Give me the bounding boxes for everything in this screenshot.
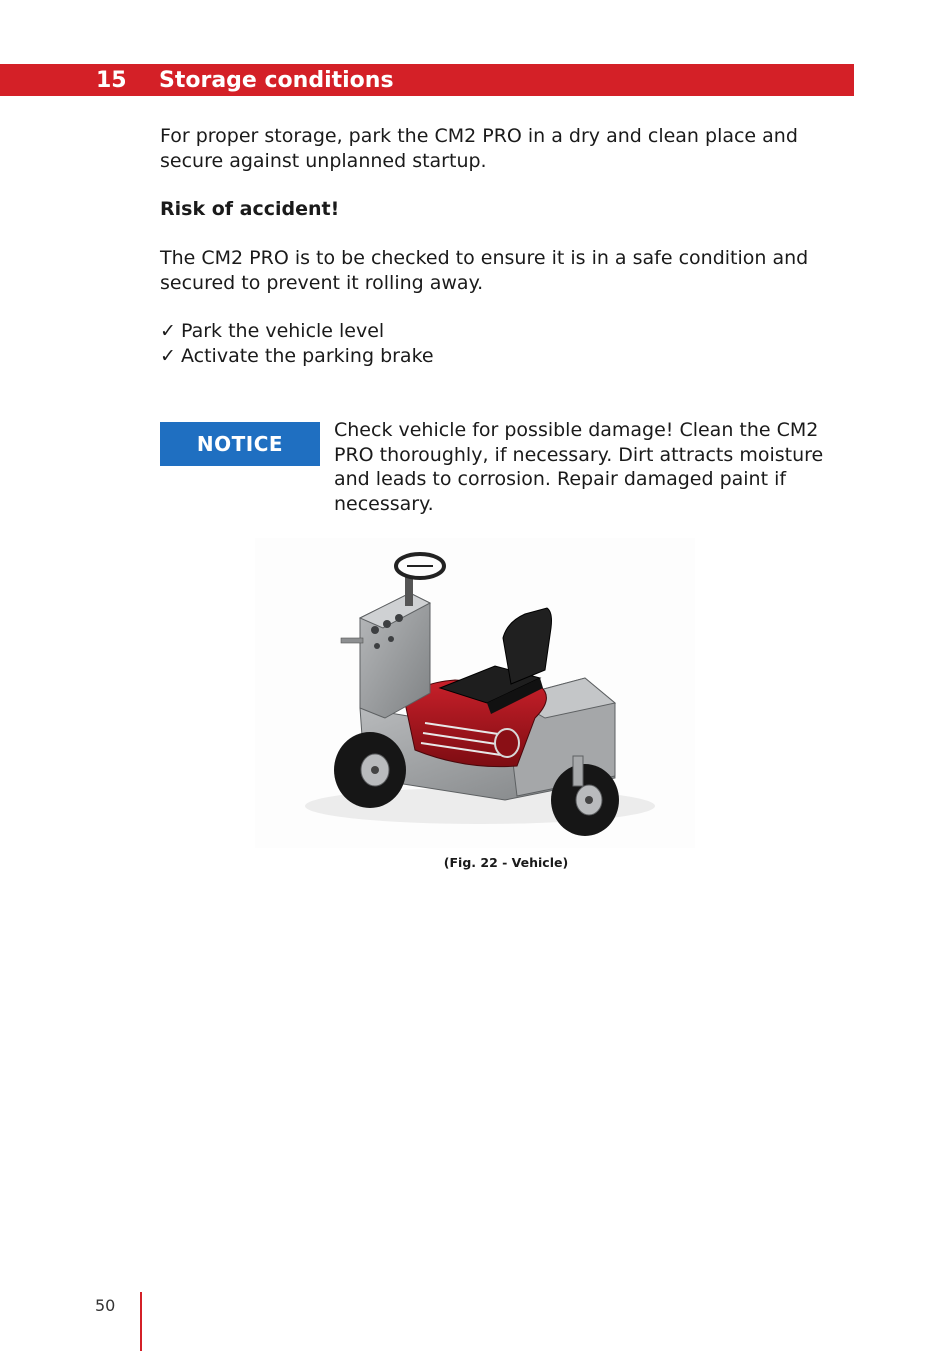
notice-badge: NOTICE	[160, 422, 320, 466]
footer-divider	[140, 1292, 142, 1351]
vehicle-figure	[255, 538, 695, 848]
section-header-bar	[0, 64, 854, 96]
page-number: 50	[95, 1296, 116, 1315]
checklist-item	[160, 344, 434, 369]
figure-caption: (Fig. 22 - Vehicle)	[443, 855, 569, 870]
checklist-item-text: Park the vehicle level	[181, 320, 385, 342]
safety-check-paragraph: The CM2 PRO is to be checked to ensure it is in a safe condition and secured to prevent it rolling away.	[160, 247, 809, 294]
checklist-item-text: Activate the parking brake	[181, 345, 434, 367]
checkmark-icon: ✓	[160, 345, 176, 367]
notice-text: Check vehicle for possible damage! Clean the CM2 PRO thoroughly, if necessary. Dirt attracts moisture and leads to corrosion. Repair damaged paint if necessary.	[334, 419, 824, 515]
vehicle-illustration	[255, 538, 695, 848]
section-title: Storage conditions	[159, 68, 394, 93]
checklist-item	[160, 319, 434, 344]
section-number: 15	[96, 68, 127, 93]
warning-heading: Risk of accident!	[160, 198, 340, 220]
storage-instructions-paragraph: For proper storage, park the CM2 PRO in a dry and clean place and secure against unplanned startup.	[160, 125, 798, 172]
checkmark-icon: ✓	[160, 320, 176, 342]
checklist	[160, 319, 434, 369]
